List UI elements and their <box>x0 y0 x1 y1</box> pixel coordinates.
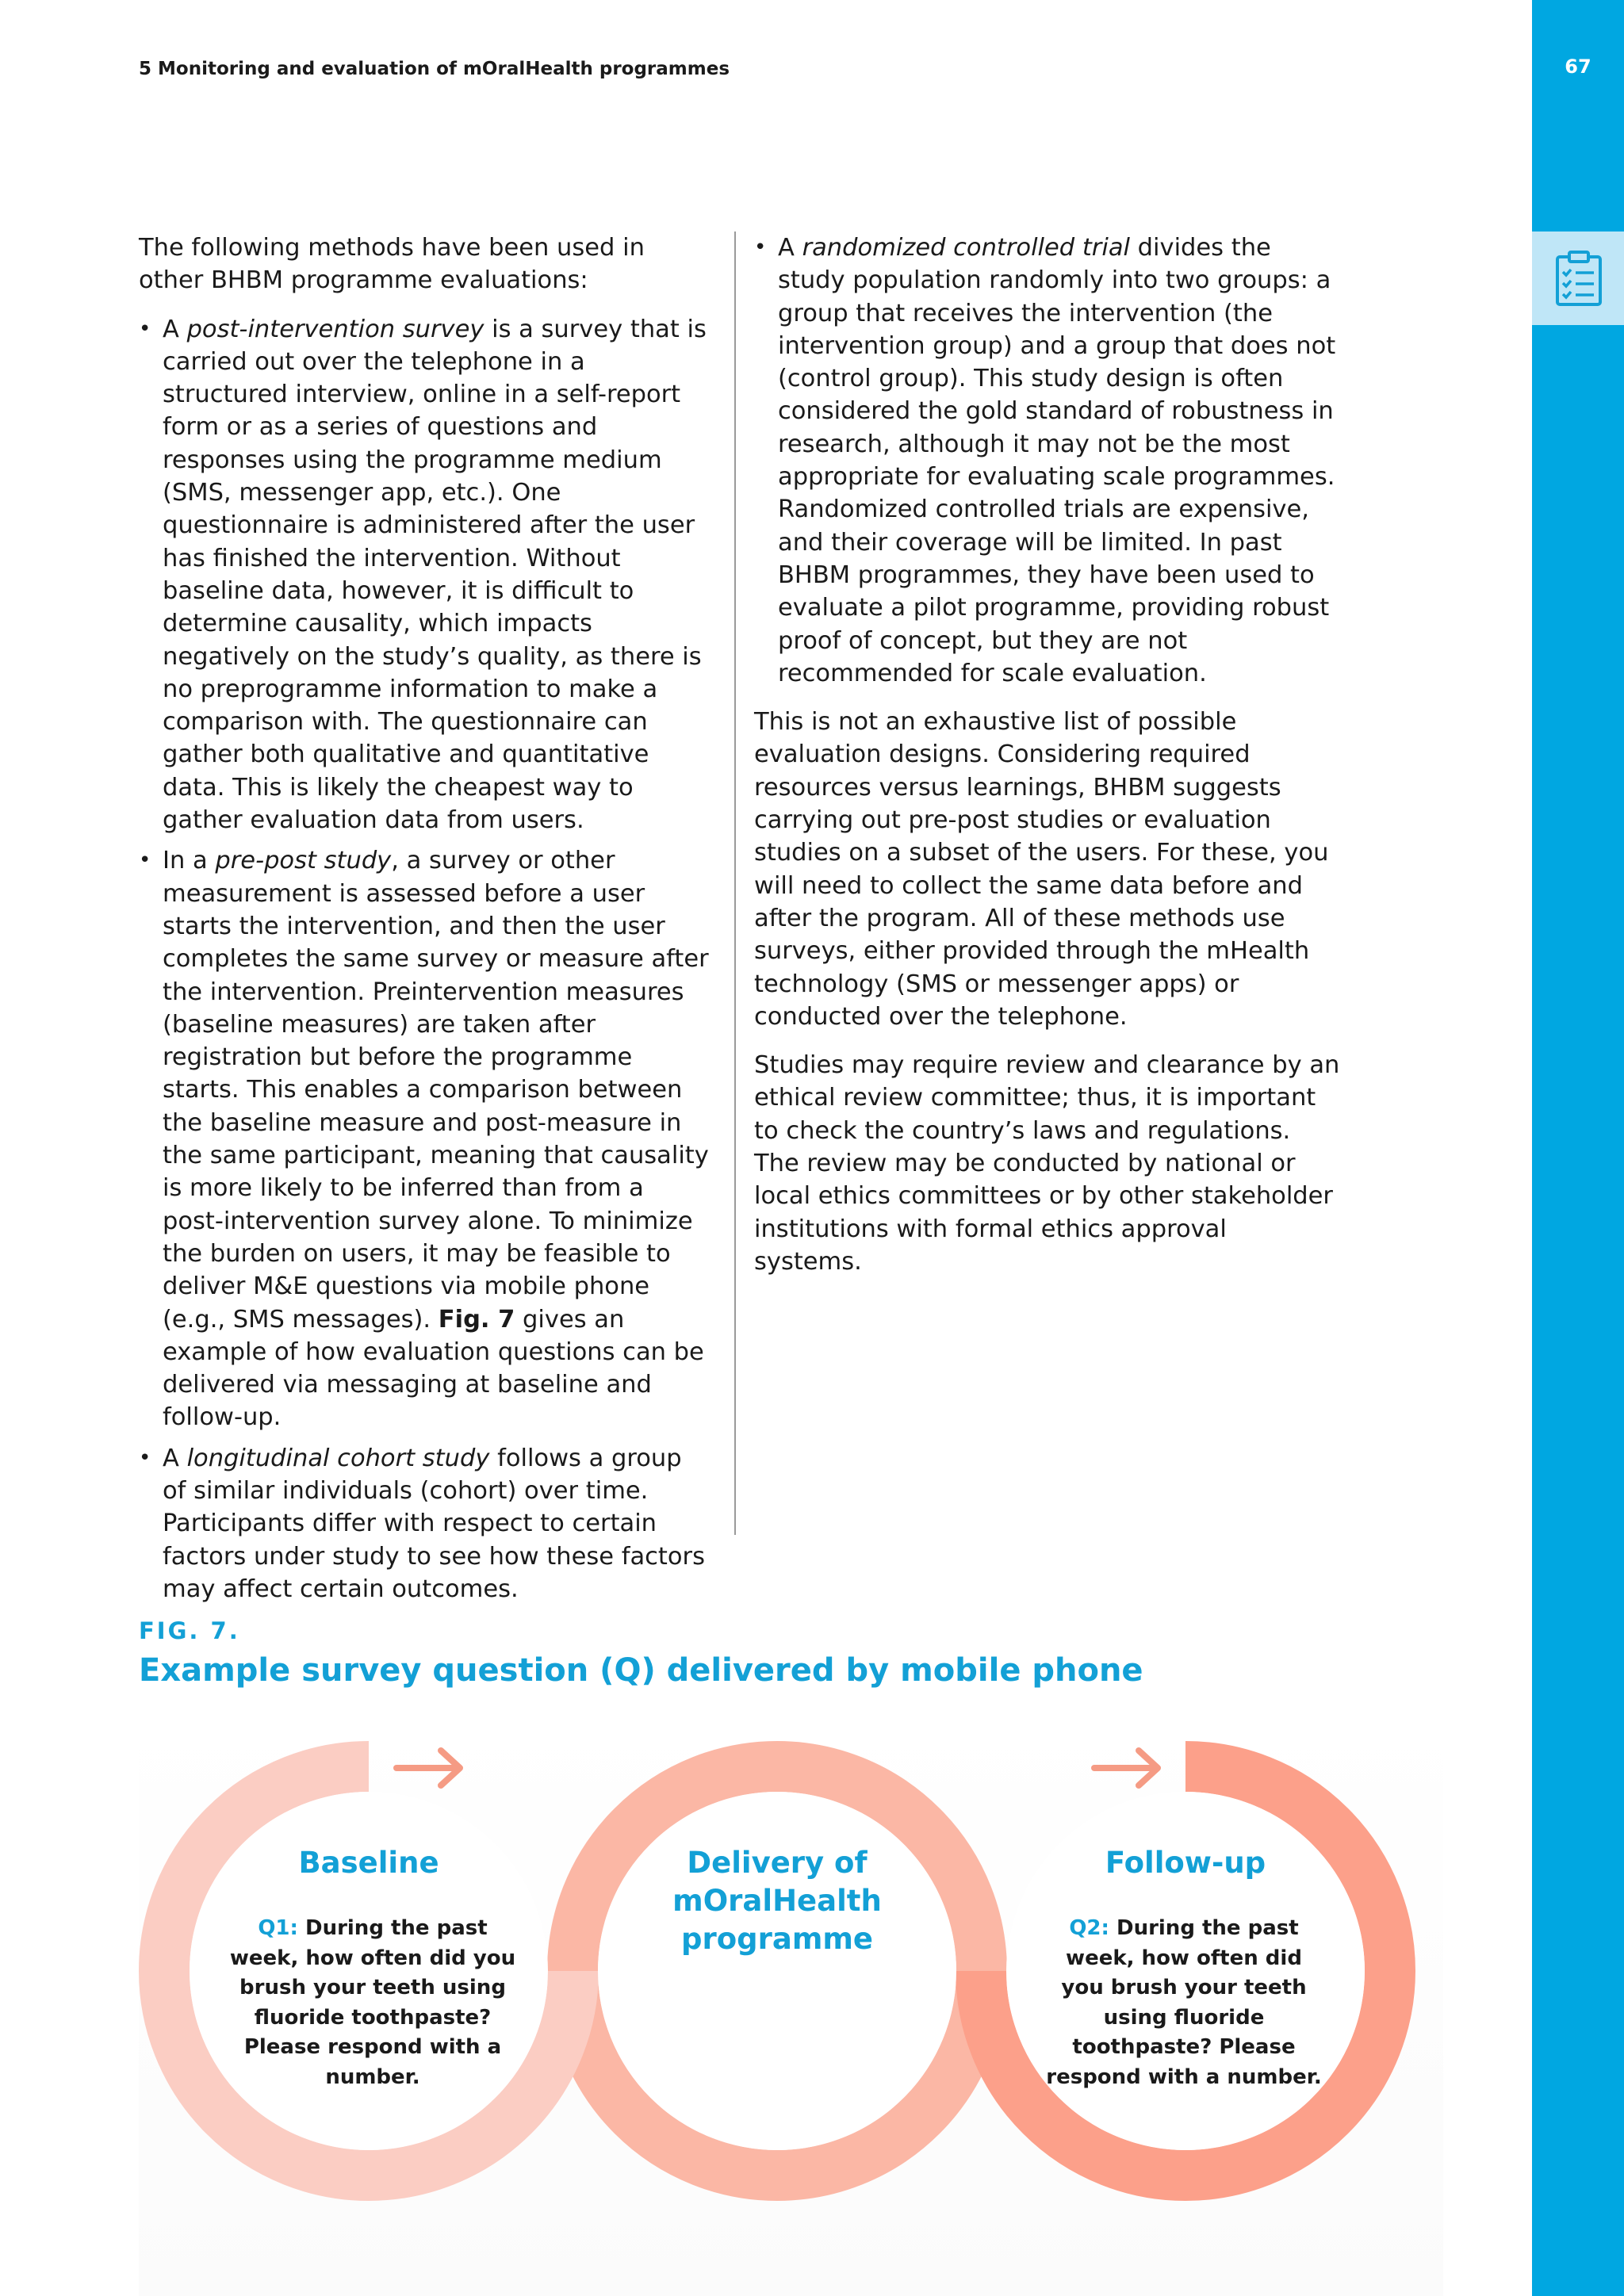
body-paragraph: This is not an exhaustive list of possible evaluation designs. Considering required resources versus learnings, BHBM suggests carrying out pre-post studies or evaluation studies on a subset of the users. For these, you will need to collect the same data before and after the program. All of these methods use surveys, either provided through the mHealth technology (SMS or messenger apps) or conducted over the telephone. <box>754 708 1329 1031</box>
method-pre-post-study: • In a pre-post study, a survey or other measurement is assessed before a user starts the intervention, and then the user completes the same survey or measure after the intervention. Preintervention measures (baseline measures) are taken after registration but before the programme starts. This enables a comparison between the baseline measure and post-measure in the same participant, meaning that causality is more likely to be inferred than from a post-intervention survey alone. To minimize the burden on users, it may be feasible to deliver M&E questions via mobile phone (e.g., SMS messages). Fig. 7 gives an example of how evaluation questions can be delivered via messaging at baseline and follow-up. <box>139 844 710 1433</box>
stage-title-delivery: Delivery of mOralHealth programme <box>672 1846 882 1956</box>
intro-paragraph: The following methods have been used in other BHBM programme evaluations: <box>139 234 645 295</box>
method-randomized-controlled-trial: • A randomized controlled trial divides the study population randomly into two groups: a group that receives the intervention (the intervention group) and a group that does not (control group). This study design is often considered the gold standard of robustness in research, although it may not be the most appropriate for evaluating scale programmes. Randomized controlled trials are expensive, and their coverage will be limited. In past BHBM programmes, they have been used to evaluate a pilot programme, providing robust proof of concept, but they are not recommended for scale evaluation. <box>754 232 1341 690</box>
figure-reference: Fig. 7 <box>438 1305 515 1334</box>
method-term: longitudinal cohort study <box>186 1444 490 1472</box>
method-term: post-intervention survey <box>186 315 485 343</box>
question-label: Q1: <box>258 1916 298 1940</box>
method-term: randomized controlled trial <box>802 234 1130 262</box>
method-post-intervention-survey: • A post-intervention survey is a survey that is carried out over the telephone in a structured interview, online in a self-report form or as a series of questions and responses using the programme medium (SMS, messenger app, etc.). One questionnaire is administered after the user has finished the intervention. Without baseline data, however, it is difficult to determine causality, which impacts negatively on the study’s quality, as there is no preprogramme information to make a comparison with. The questionnaire can gather both qualitative and quantitative data. This is likely the cheapest way to gather evaluation data from users. <box>139 313 710 837</box>
stage-title-baseline: Baseline <box>298 1846 439 1880</box>
arrow-right-icon <box>1094 1751 1158 1785</box>
stage-question-followup: Q2: During the past week, how often did you brush your teeth using fluoride toothpaste? Please respond with a number. <box>1046 1916 1322 2089</box>
running-head: 5 Monitoring and evaluation of mOralHealth programmes <box>139 59 730 79</box>
figure-title: Example survey question (Q) delivered by mobile phone <box>139 1652 1143 1689</box>
method-term: pre-post study <box>215 847 392 875</box>
page-number: 67 <box>1565 55 1591 78</box>
stage-question-baseline: Q1: During the past week, how often did you brush your teeth using fluoride toothpaste? Please respond with a number. <box>229 1916 516 2089</box>
method-longitudinal-cohort-study: • A longitudinal cohort study follows a group of similar individuals (cohort) over time. Participants differ with respect to certain factors under study to see how these factors may affect certain outcomes. <box>139 1442 710 1605</box>
stage-title-followup: Follow-up <box>1105 1846 1266 1880</box>
question-label: Q2: <box>1069 1916 1109 1940</box>
arrow-right-icon <box>396 1751 460 1785</box>
body-paragraph: Studies may require review and clearance by an ethical review committee; thus, it is important to check the country’s laws and regulations. The review may be conducted by national or local ethics committees or by other stakeholder institutions with formal ethics approval systems. <box>754 1051 1340 1276</box>
figure-label: FIG. 7. <box>139 1617 240 1644</box>
